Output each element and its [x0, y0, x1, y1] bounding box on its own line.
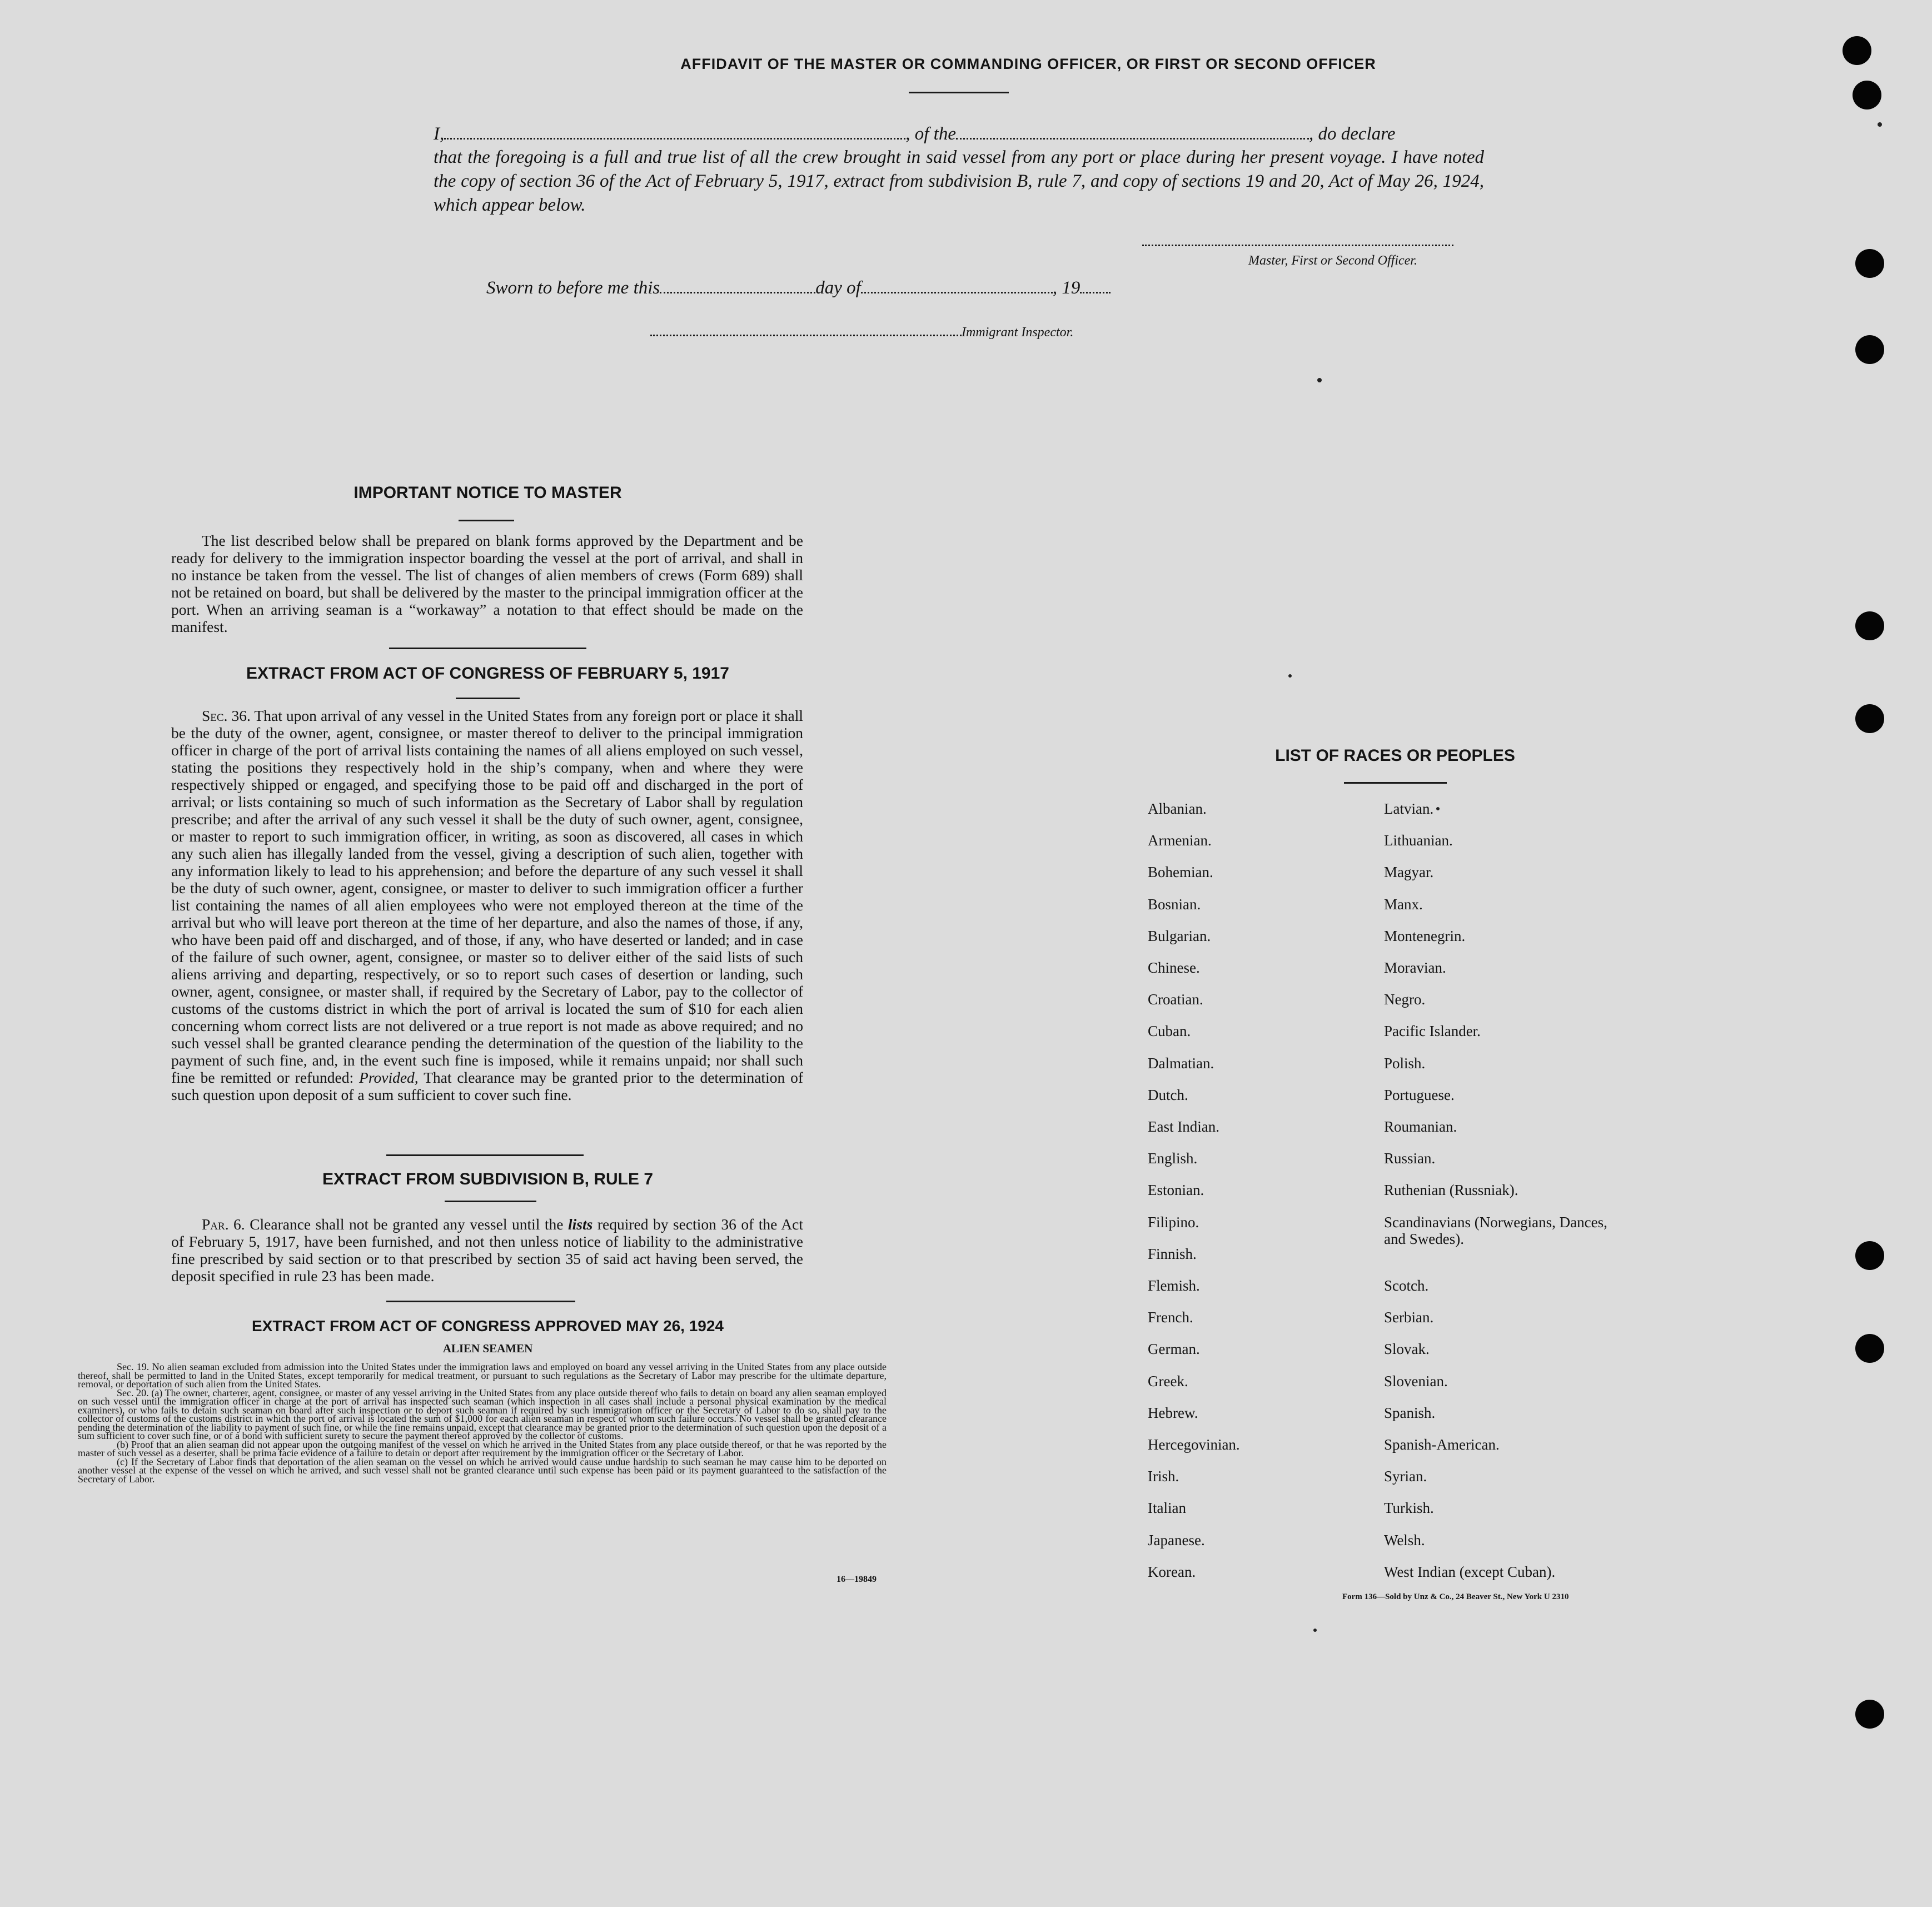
- punch-hole: [1843, 36, 1871, 65]
- punch-hole: [1855, 1241, 1884, 1270]
- signature-field[interactable]: [1142, 245, 1453, 246]
- race-item: Serbian.: [1384, 1309, 1434, 1326]
- race-item: Manx.: [1384, 895, 1423, 913]
- race-item: Syrian.: [1384, 1468, 1427, 1485]
- i-label: I,: [434, 124, 445, 144]
- races-rule: [1344, 782, 1447, 784]
- race-item: Montenegrin.: [1384, 927, 1466, 944]
- speck: [1878, 122, 1882, 127]
- notice-text: The list described below shall be prepared on blank forms approved by the Department and be ready for delivery to the immigration inspector boarding the vessel at the port of arrival, and shall in no instance be taken from the vessel. The list of changes of alien members of crews (Form 689) shall not be retained on board, but shall be delivered by the master to the principal immigration officer at the port. When an arriving seaman is a “workaway” a notation to that effect should be made on the manifest.: [171, 532, 803, 635]
- race-item: East Indian.: [1148, 1118, 1219, 1135]
- race-item: Magyar.: [1384, 864, 1434, 881]
- act1917-rule: [456, 698, 520, 699]
- races-heading: LIST OF RACES OR PEOPLES: [1275, 746, 1515, 765]
- race-item: Welsh.: [1384, 1531, 1425, 1548]
- race-item: West Indian (except Cuban).: [1384, 1563, 1556, 1580]
- race-item: Bulgarian.: [1148, 927, 1211, 944]
- race-item: Lithuanian.: [1384, 832, 1453, 849]
- race-item: Ruthenian (Russniak).: [1384, 1182, 1518, 1199]
- act1917-text: [171, 707, 803, 1103]
- rule7-heading: EXTRACT FROM SUBDIVISION B, RULE 7: [322, 1170, 654, 1188]
- race-item: Turkish.: [1384, 1500, 1434, 1517]
- provided-word: Provided,: [359, 1069, 419, 1086]
- race-item: Moravian.: [1384, 959, 1446, 976]
- sec20c-text: (c) If the Secretary of Labor finds that deportation of the alien seaman on the vessel on which he arrived would cause undue hardship to such seaman he may cause him to be deported on another vessel at the expense of the vessel on which he arrived, and such vessel shall not be granted clearance until such expense has been paid or its payment guaranteed to the satisfaction of the Secretary of Labor.: [78, 1456, 887, 1485]
- race-item: Korean.: [1148, 1563, 1196, 1580]
- sworn-line: [486, 275, 1111, 298]
- race-item: Cuban.: [1148, 1023, 1191, 1040]
- race-item: Hercegovinian.: [1148, 1436, 1240, 1453]
- speck: [1288, 674, 1292, 678]
- notice-heading: IMPORTANT NOTICE TO MASTER: [353, 484, 622, 502]
- race-item: Slovak.: [1384, 1341, 1430, 1358]
- race-item: Scandinavians (Norwegians, Dances, and Swedes).: [1384, 1213, 1607, 1247]
- lists-word: lists: [568, 1216, 593, 1233]
- alien-seamen-subheading: ALIEN SEAMEN: [442, 1342, 533, 1355]
- race-item: Negro.: [1384, 991, 1426, 1008]
- speck: [1436, 807, 1440, 810]
- rule7-rule: [445, 1201, 536, 1202]
- race-item: Roumanian.: [1384, 1118, 1457, 1135]
- punch-hole: [1855, 249, 1884, 278]
- race-item: Pacific Islander.: [1384, 1023, 1481, 1040]
- sec19-text: Sec. 19. No alien seaman excluded from admission into the United States under the immigration laws and employed on board any vessel arriving in the United States from any place outside thereof, shall be permitted to land in the United States, except temporarily for medical treatment, or pursuant to such regulations as the Secretary of Labor may prescribe for the ultimate departure, removal, or deportation of such alien from the United States.: [78, 1361, 887, 1390]
- sworn-year-field[interactable]: [1080, 275, 1111, 293]
- race-item: Spanish.: [1384, 1404, 1436, 1421]
- punch-hole: [1855, 611, 1884, 640]
- race-item: Chinese.: [1148, 959, 1200, 976]
- punch-hole: [1855, 1700, 1884, 1729]
- sec36-body: That upon arrival of any vessel in the United States from any foreign port or place it shall be the duty of the owner, agent, consignee, or master thereof to deliver to the principal immigration officer in charge of the port of arrival lists containing the names of all aliens employed on such vessel, stating the positions they respectively hold in the ship’s company, when and where they were respectively shipped or engaged, and specifying those to be paid off and discharged in the port of arrival; or lists containing so much of such information as the Secretary of Labor shall by regulation prescribe; and after the arrival of any such vessel it shall be the duty of such owner, agent, consignee, or master to report to such immigration officer, in writing, as soon as discovered, all cases in which any such alien has illegally landed from the vessel, giving a description of such alien, together with any information likely to lead to his apprehension; and before the departure of any such vessel it shall be the duty of such owner, agent, consignee, or master to deliver to such immigration officer a further list containing the names of all alien employees who were not employed thereon at the time of the arrival but who will leave port thereon at the time of her departure, and also the names of those, if any, who have been paid off and discharged, and of those, if any, who have deserted or landed; and in case of the failure of such owner, agent, consignee, or master so to deliver either of the said lists of such aliens arriving and departing, respectively, or so to report such cases of desertion or landing, such owner, agent, consignee, or master shall, if required by the Secretary of Labor, pay to the collector of customs of the customs district in which the port of arrival is located the sum of $10 for each alien concerning whom correct lists are not delivered or a true report is not made as above required; and no such vessel shall be granted clearance pending the determination of the question of the liability to the payment of such fine, and, in the event such fine is imposed, while it remains unpaid; nor shall such fine be remitted or refunded:: [171, 707, 804, 1086]
- sworn-month-field[interactable]: [861, 275, 1053, 293]
- year-prefix: , 19: [1052, 278, 1080, 298]
- rule7-divider: [386, 1301, 575, 1302]
- race-item: German.: [1148, 1341, 1200, 1358]
- name-field[interactable]: [444, 121, 905, 140]
- day-of-label: day of: [815, 278, 861, 298]
- race-item: Slovenian.: [1384, 1372, 1448, 1390]
- title-rule: [909, 92, 1009, 93]
- race-item: Flemish.: [1148, 1277, 1200, 1294]
- affidavit-title: AFFIDAVIT OF THE MASTER OR COMMANDING OFFICER, OR FIRST OR SECOND OFFICER: [680, 56, 1376, 72]
- punch-hole: [1855, 1334, 1884, 1363]
- race-item: Scotch.: [1384, 1277, 1429, 1294]
- race-item: Dalmatian.: [1148, 1054, 1214, 1072]
- punch-hole: [1853, 81, 1881, 109]
- race-item: Greek.: [1148, 1372, 1188, 1390]
- sec20b-text: (b) Proof that an alien seaman did not appear upon the outgoing manifest of the vessel on which he arrived in the United States from any place outside thereof, or that he was reported by the master of such vessel as a deserter, shall be prima facie evidence of a failure to detain or deport after requirement by the immigration officer or the Secretary of Labor.: [78, 1438, 887, 1458]
- inspector-caption: Immigrant Inspector.: [962, 325, 1074, 340]
- race-item: Hebrew.: [1148, 1404, 1198, 1421]
- inspector-line: [650, 322, 1073, 340]
- race-item: Albanian.: [1148, 800, 1207, 817]
- act1917-divider: [386, 1154, 584, 1156]
- of-the-label: , of the: [905, 124, 956, 144]
- notice-divider: [389, 648, 586, 649]
- speck: [1313, 1629, 1317, 1632]
- race-item: Polish.: [1384, 1054, 1426, 1072]
- signature-caption: Master, First or Second Officer.: [1248, 253, 1417, 268]
- sworn-day-field[interactable]: [660, 275, 815, 293]
- notice-rule: [459, 520, 514, 521]
- race-item: Finnish.: [1148, 1245, 1197, 1262]
- sworn-prefix: Sworn to before me this: [486, 278, 660, 298]
- rule7-text: [171, 1216, 803, 1284]
- do-declare-label: , do declare: [1308, 124, 1396, 144]
- par6-label: Par. 6.: [202, 1216, 245, 1233]
- race-item: Filipino.: [1148, 1213, 1199, 1231]
- race-item: Armenian.: [1148, 832, 1212, 849]
- race-item: Latvian.: [1384, 800, 1434, 817]
- race-item: English.: [1148, 1150, 1198, 1167]
- punch-hole: [1855, 704, 1884, 733]
- par6-body-a: Clearance shall not be granted any vessel until the: [250, 1216, 564, 1233]
- race-item: Russian.: [1384, 1150, 1436, 1167]
- vessel-field[interactable]: [956, 121, 1309, 140]
- speck: [1317, 378, 1322, 382]
- race-item: Portuguese.: [1384, 1086, 1455, 1103]
- punch-hole: [1855, 335, 1884, 364]
- sec20a-text: Sec. 20. (a) The owner, charterer, agent, consignee, or master of any vessel arriving in the United States from any place outside thereof who fails to detain on board any alien seaman employed on such vessel until the immigration officer in charge at the port of arrival has inspected such seaman (which inspection in all cases shall include a personal physical examination by the medical examiners), or who fails to detain such seaman on board after such inspection or to deport such seaman if required by such immigration officer or the Secretary of Labor to do so, shall pay to the collector of customs of the customs district in which the port of arrival is located the sum of $1,000 for each alien seaman in respect of whom such failure occurs. No vessel shall be granted clearance pending the determination of the liability to payment of such fine, or while the fine remains unpaid, except that clearance may be granted prior to the determination of such question upon the deposit of a sum sufficient to cover such fine, or of a bond with sufficient surety to secure the payment thereof approved by the collector of customs.: [78, 1387, 887, 1441]
- sec36-end: That clearance may be granted prior to the determination of such question upon deposit of a sum sufficient to cover such fine.: [171, 1069, 803, 1103]
- act1924-heading: EXTRACT FROM ACT OF CONGRESS APPROVED MAY 26, 1924: [252, 1317, 724, 1335]
- race-item: Spanish-American.: [1384, 1436, 1500, 1453]
- act1917-heading: EXTRACT FROM ACT OF CONGRESS OF FEBRUARY 5, 1917: [246, 664, 729, 683]
- race-item: Bosnian.: [1148, 895, 1201, 913]
- race-item: Dutch.: [1148, 1086, 1188, 1103]
- race-item: Italian: [1148, 1500, 1186, 1517]
- declaration-body: that the foregoing is a full and true list of all the crew brought in said vessel from any port or place during her present voyage. I have noted the copy of section 36 of the Act of February 5, 1917, extract from subdivision B, rule 7, and copy of sections 19 and 20, Act of May 26, 1924, which appear below.: [434, 147, 1484, 215]
- sec36-label: Sec. 36.: [202, 707, 251, 724]
- race-item: Estonian.: [1148, 1182, 1204, 1199]
- declaration-line: [434, 121, 1484, 146]
- print-code: 16—19849: [836, 1575, 877, 1584]
- race-item: Bohemian.: [1148, 864, 1213, 881]
- race-item: Irish.: [1148, 1468, 1179, 1485]
- par6-body-b: required by section 36 of the Act of February 5, 1917, have been furnished, and not then unless notice of liability to the administrative fine prescribed by said section or to that prescribed by section 35 of said act having been served, the deposit specified in rule 23 has been made.: [171, 1216, 804, 1284]
- race-item: Japanese.: [1148, 1531, 1205, 1548]
- act1924-sections: [78, 1363, 887, 1483]
- form-note: Form 136—Sold by Unz & Co., 24 Beaver St., New York U 2310: [1342, 1592, 1569, 1601]
- inspector-signature-field[interactable]: [650, 322, 962, 336]
- race-item: Croatian.: [1148, 991, 1203, 1008]
- race-item: French.: [1148, 1309, 1193, 1326]
